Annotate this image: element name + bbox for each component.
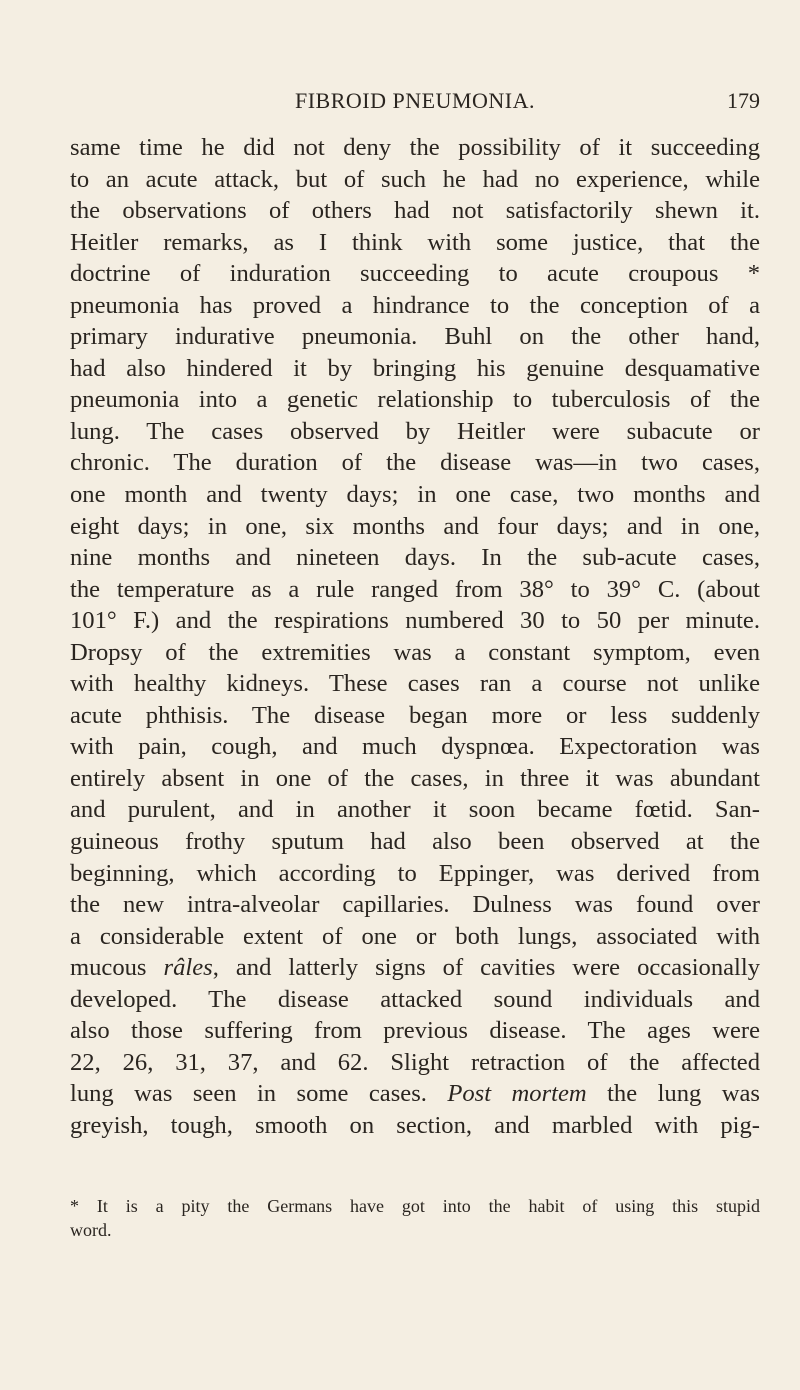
text-line: entirely absent in one of the cases, in three it was abundant <box>70 764 760 792</box>
italic-term: Post mortem <box>447 1080 587 1108</box>
text-line: one month and twenty days; in one case, two months and <box>70 481 760 509</box>
text-line: the new intra-alveolar capillaries. Dulness was found over <box>70 891 760 919</box>
text-line: with pain, cough, and much dyspnœa. Expectoration was <box>70 733 760 761</box>
text-line: acute phthisis. The disease began more or less suddenly <box>70 701 760 729</box>
text-line: to an acute attack, but of such he had no experience, while <box>70 165 760 193</box>
text-line: with healthy kidneys. These cases ran a course not unlike <box>70 670 760 698</box>
text-line: guineous frothy sputum had also been observed at the <box>70 828 760 856</box>
text-line: nine months and nineteen days. In the sub-acute cases, <box>70 544 760 572</box>
text-line: doctrine of induration succeeding to acute croupous * <box>70 260 760 288</box>
page-header <box>70 88 760 118</box>
text-line: developed. The disease attacked sound individuals and <box>70 985 760 1013</box>
text-line: eight days; in one, six months and four days; and in one, <box>70 512 760 540</box>
text-line: lung. The cases observed by Heitler were subacute or <box>70 417 760 445</box>
footnote-line: word. <box>70 1220 112 1240</box>
text-run: the lung was <box>586 1080 760 1108</box>
text-line: the observations of others had not satisfactorily shewn it. <box>70 197 760 225</box>
text-line: Heitler remarks, as I think with some justice, that the <box>70 228 760 256</box>
text-line: Dropsy of the extremities was a constant symptom, even <box>70 638 760 666</box>
page-number: 179 <box>727 88 760 113</box>
footnote-line: * It is a pity the Germans have got into the habit of using this stupid <box>70 1196 760 1216</box>
text-line: pneumonia has proved a hindrance to the conception of a <box>70 291 760 319</box>
text-run: mucous <box>70 954 164 982</box>
footnote <box>70 1194 760 1242</box>
text-run: , and latterly signs of cavities were occasionally <box>212 954 760 982</box>
text-line: had also hindered it by bringing his genuine desquamative <box>70 354 760 382</box>
text-line: the temperature as a rule ranged from 38° to 39° C. (about <box>70 575 760 603</box>
text-line <box>70 952 760 984</box>
running-head: FIBROID PNEUMONIA. <box>294 88 535 113</box>
text-line: same time he did not deny the possibility of it succeeding <box>70 134 760 161</box>
text-run: lung was seen in some cases. <box>70 1080 448 1108</box>
italic-term: râles <box>163 954 213 982</box>
text-line: and purulent, and in another it soon became fœtid. San- <box>70 796 760 824</box>
text-line: 101° F.) and the respirations numbered 30 to 50 per minute. <box>70 607 760 635</box>
text-line: 22, 26, 31, 37, and 62. Slight retraction of the affected <box>70 1048 760 1076</box>
body-text <box>70 132 760 1142</box>
text-line: greyish, tough, smooth on section, and marbled with pig- <box>70 1111 760 1139</box>
text-line: chronic. The duration of the disease was—in two cases, <box>70 449 760 477</box>
text-line: beginning, which according to Eppinger, was derived from <box>70 859 760 887</box>
text-line: a considerable extent of one or both lungs, associated with <box>70 922 760 950</box>
text-line: primary indurative pneumonia. Buhl on the other hand, <box>70 323 760 351</box>
text-line: also those suffering from previous disease. The ages were <box>70 1017 760 1045</box>
text-line: pneumonia into a genetic relationship to tuberculosis of the <box>70 386 760 414</box>
text-line <box>70 1078 760 1110</box>
